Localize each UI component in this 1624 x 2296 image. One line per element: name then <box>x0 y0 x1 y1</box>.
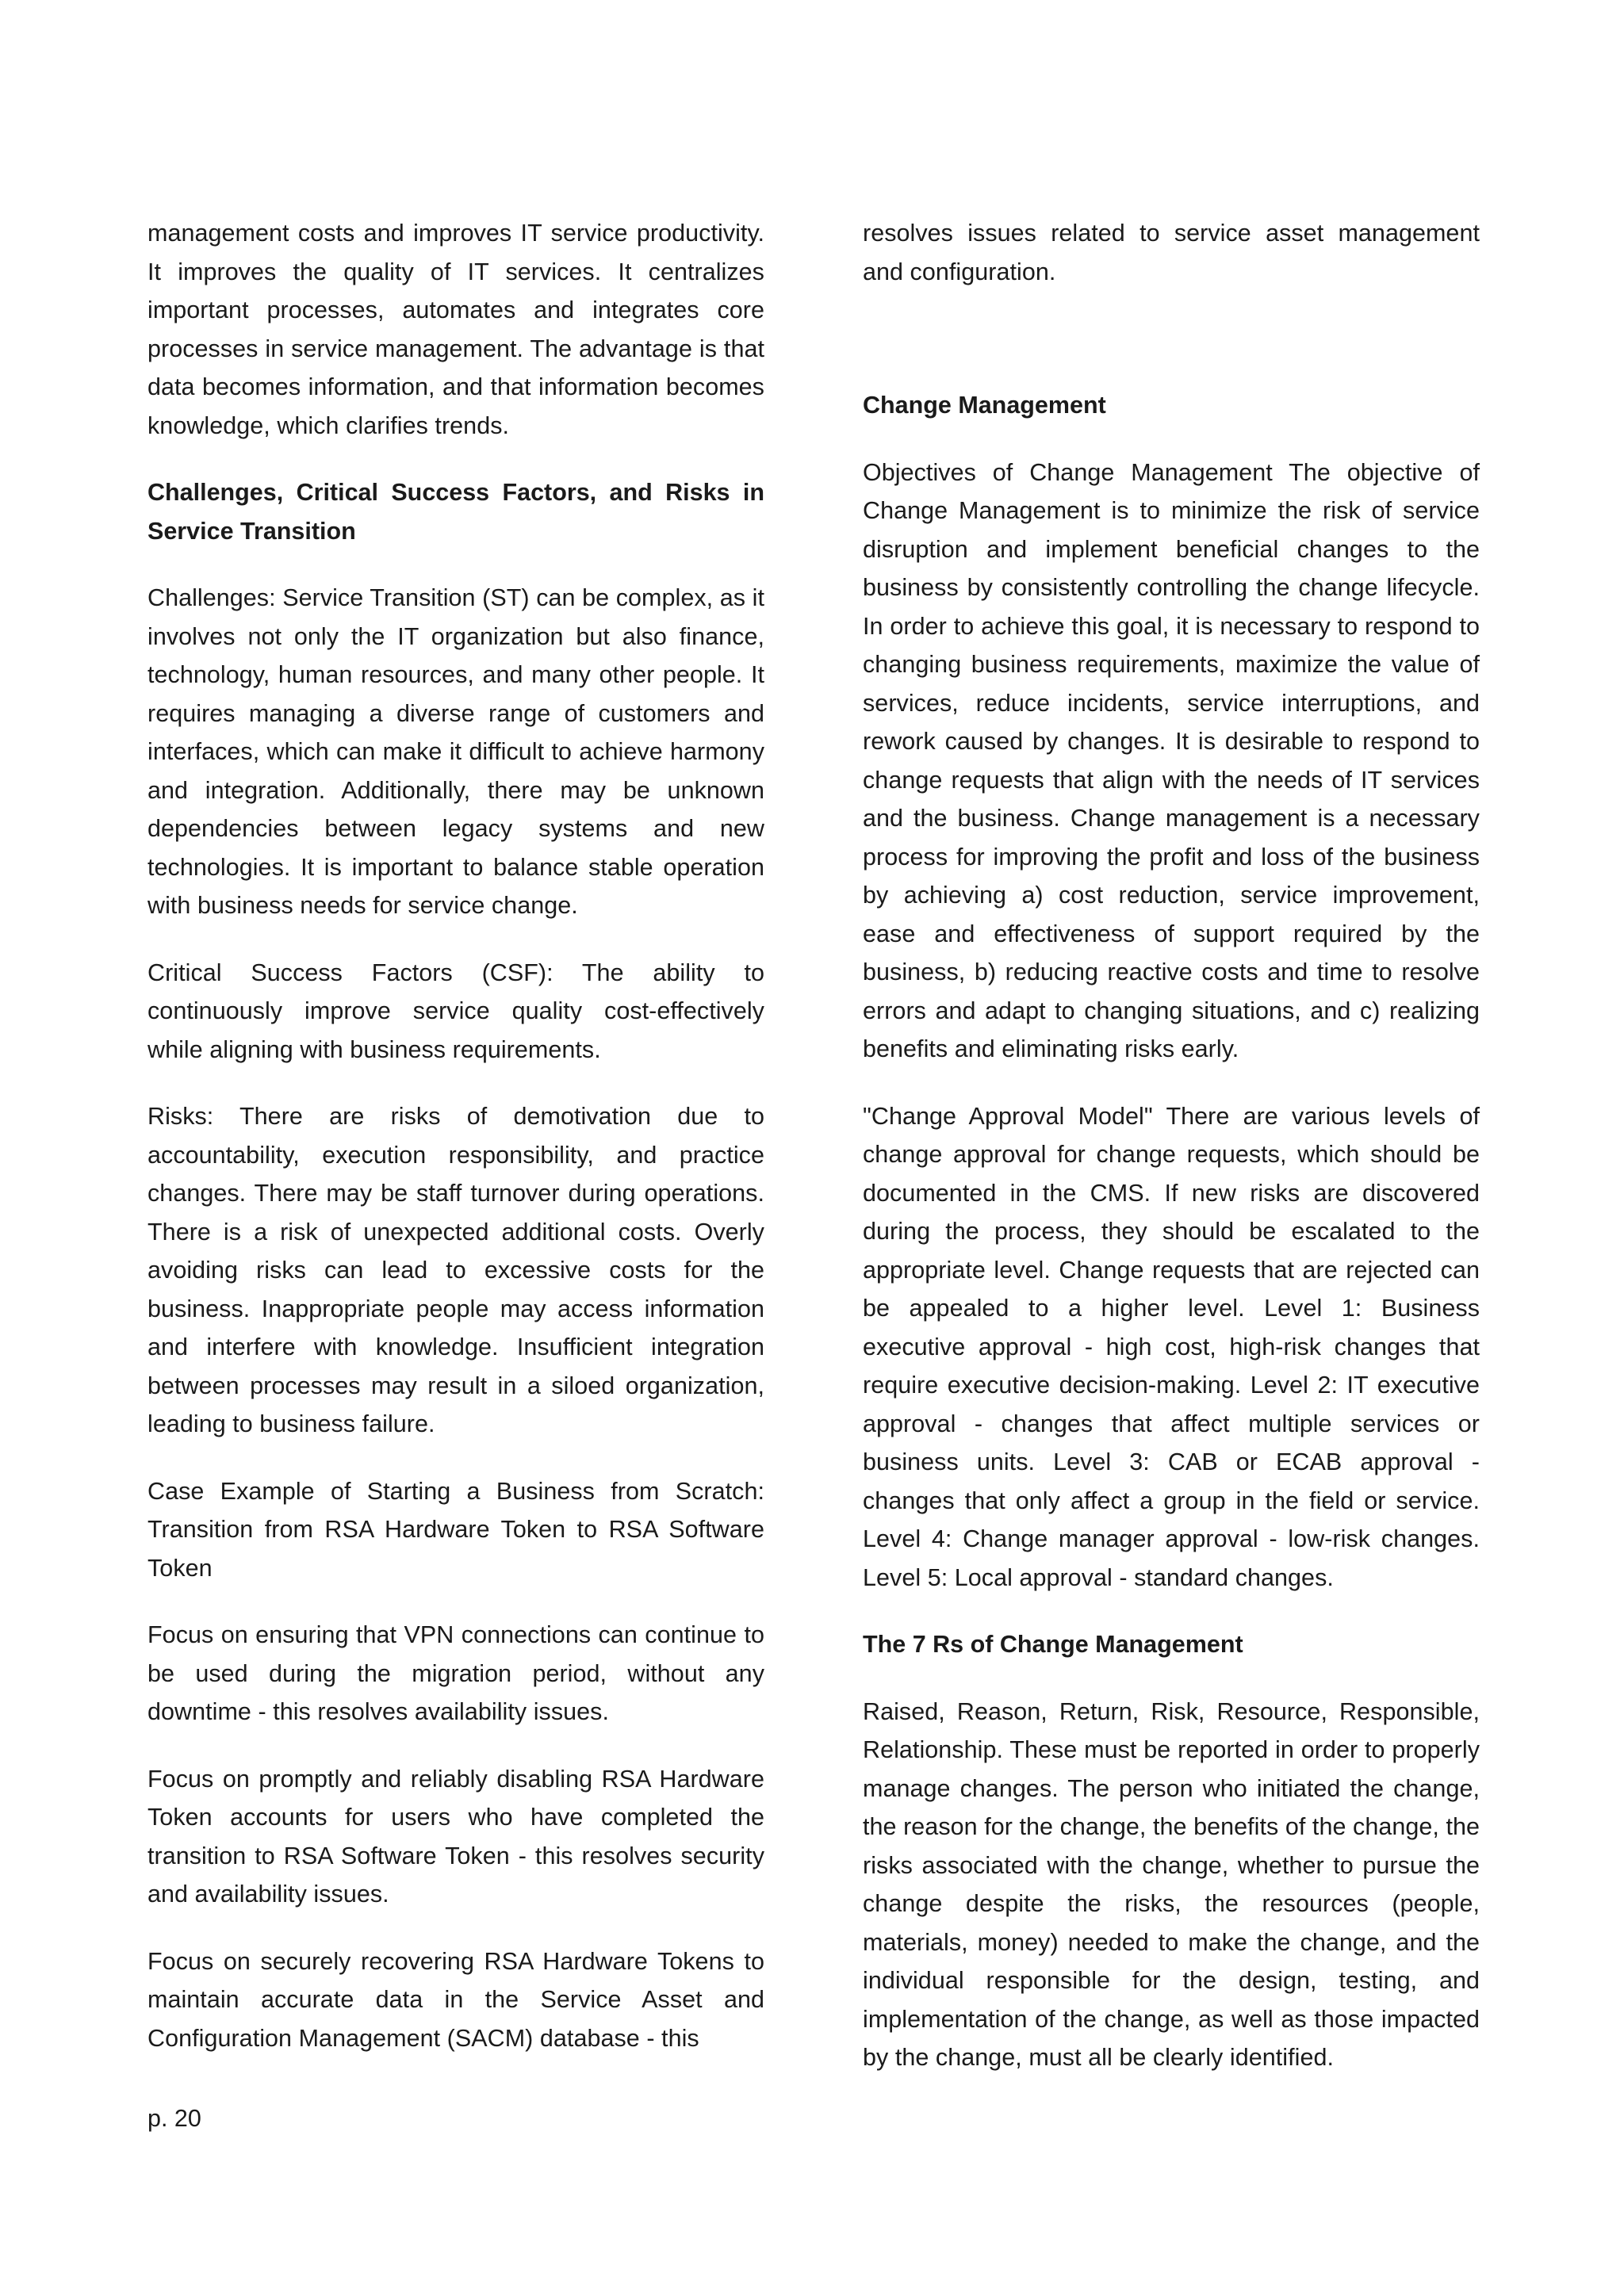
paragraph-risks: Risks: There are risks of demotivation due to accountability, execution responsibility, and practice changes. There may be staff turnover during operations. There is a risk of unexpected additional costs. Overly avoiding risks can lead to excessive costs for the business. Inappropriate people may access information and interfere with knowledge. Insufficient integration between processes may result in a siloed organization, leading to business failure. <box>147 1103 764 1437</box>
heading-seven-rs: The 7 Rs of Change Management <box>863 1631 1243 1658</box>
heading-service-transition-challenges: Challenges, Critical Success Factors, and Risks in Service Transition <box>147 479 764 545</box>
paragraph-change-management-objectives: Objectives of Change Management The objective of Change Management is to minimize the risk of service disruption and implement beneficial changes to the business by consistently controlling the change lifecycle. In order to achieve this goal, it is necessary to respond to changing business requirements, maximize the value of services, reduce incidents, service interruptions, and rework caused by changes. It is desirable to respond to change requests that align with the needs of IT services and the business. Change management is a necessary process for improving the profit and loss of the business by achieving a) cost reduction, service improvement, ease and effectiveness of support required by the business, b) reducing reactive costs and time to resolve errors and adapt to changing situations, and c) realizing benefits and eliminating risks early. <box>863 458 1480 1062</box>
paragraph-seven-rs: Raised, Reason, Return, Risk, Resource, Responsible, Relationship. These must be reported in order to properly manage changes. The person who initiated the change, the reason for the change, the benefits of the change, the risks associated with the change, whether to pursue the change despite the risks, the resources (people, materials, money) needed to make the change, and the individual responsible for the design, testing, and implementation of the change, as well as those impacted by the change, must all be clearly identified. <box>863 1697 1480 2071</box>
heading-change-management: Change Management <box>863 392 1106 419</box>
paragraph-focus-disabling-tokens: Focus on promptly and reliably disabling RSA Hardware Token accounts for users who have completed the transition to RSA Software Token - this resolves security and availability issues. <box>147 1765 764 1908</box>
paragraph-critical-success-factors: Critical Success Factors (CSF): The ability to continuously improve service quality cost-effectively while aligning with business requirements. <box>147 959 764 1063</box>
page-number: p. 20 <box>147 2105 201 2132</box>
paragraph-service-management-benefits: management costs and improves IT service productivity. It improves the quality of IT services. It centralizes important processes, automates and integrates core processes in service management. The advantage is that data becomes information, and that information becomes knowledge, which clarifies trends. <box>147 220 764 439</box>
paragraph-continuation: resolves issues related to service asset management and configuration. <box>863 220 1480 285</box>
paragraph-focus-vpn: Focus on ensuring that VPN connections can continue to be used during the migration period, without any downtime - this resolves availability issues. <box>147 1621 764 1725</box>
paragraph-focus-recovering-tokens: Focus on securely recovering RSA Hardware Tokens to maintain accurate data in the Service Asset and Configuration Management (SACM) database - this <box>147 1947 764 2052</box>
paragraph-case-example: Case Example of Starting a Business from Scratch: Transition from RSA Hardware Token to RSA Software Token <box>147 1477 764 1582</box>
paragraph-challenges: Challenges: Service Transition (ST) can be complex, as it involves not only the IT organization but also finance, technology, human resources, and many other people. It requires managing a diverse range of customers and interfaces, which can make it difficult to achieve harmony and integration. Additionally, there may be unknown dependencies between legacy systems and new technologies. It is important to balance stable operation with business needs for service change. <box>147 584 764 919</box>
paragraph-change-approval-model: "Change Approval Model" There are various levels of change approval for change requests, which should be documented in the CMS. If new risks are discovered during the process, they should be escalated to the appropriate level. Change requests that are rejected can be appealed to a higher level. Level 1: Business executive approval - high cost, high-risk changes that require executive decision-making. Level 2: IT executive approval - changes that affect multiple services or business units. Level 3: CAB or ECAB approval - changes that only affect a group in the field or service. Level 4: Change manager approval - low-risk changes. Level 5: Local approval - standard changes. <box>863 1102 1480 1591</box>
left-column <box>147 214 764 2086</box>
section-spacer <box>863 320 1480 386</box>
right-column <box>863 214 1480 2106</box>
